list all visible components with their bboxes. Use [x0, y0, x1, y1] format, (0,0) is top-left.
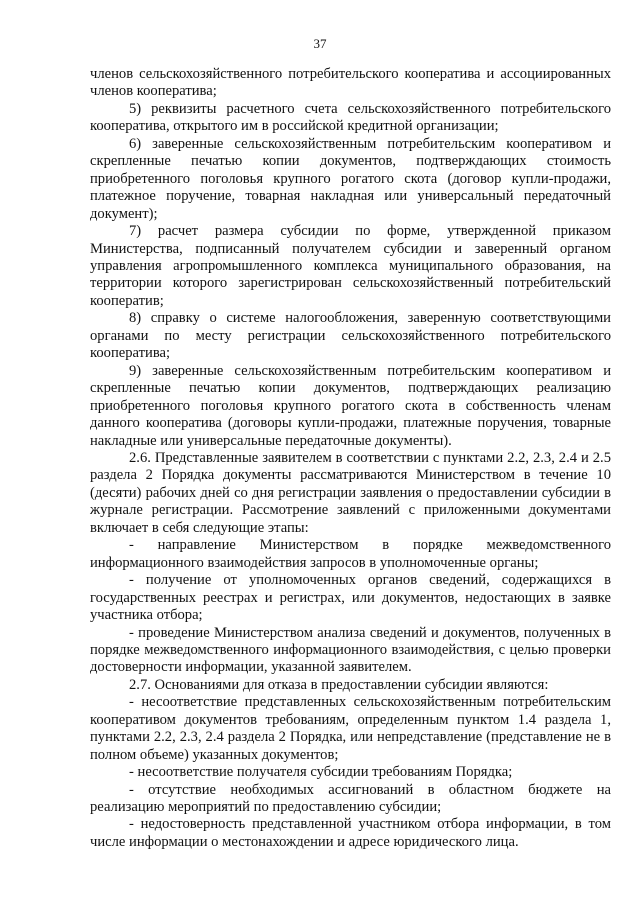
- paragraph-item-9: 9) заверенные сельскохозяйственным потребительским кооперативом и скрепленные печатью копии документов, подтверждающих реализацию приобретенного поголовья крупного рогатого скота в собственность членам данного кооператива (договоры купли-продажи, платежные поручения, товарные накладные или универсальные передаточные документы).: [90, 362, 611, 449]
- paragraph-item-8: 8) справку о системе налогообложения, заверенную соответствующими органами по месту регистрации сельскохозяйственного потребительского кооператива;: [90, 310, 611, 362]
- paragraph-section-2-6: 2.6. Представленные заявителем в соответствии с пунктами 2.2, 2.3, 2.4 и 2.5 раздела 2 Порядка документы рассматриваются Министерством в течение 10 (десяти) рабочих дней со дня регистрации заявления о предоставлении субсидии в журнале регистрации. Рассмотрение заявлений с приложенными документами включает в себя следующие этапы:: [90, 449, 611, 536]
- paragraph-item-6: 6) заверенные сельскохозяйственным потребительским кооперативом и скрепленные печатью копии документов, подтверждающих стоимость приобретенного поголовья крупного рогатого скота (договор купли-продажи, платежное поручение, товарная накладная или универсальный передаточный документ);: [90, 135, 611, 222]
- paragraph-members: членов сельскохозяйственного потребительского кооператива и ассоциированных членов кооператива;: [90, 66, 611, 100]
- paragraph-stage-3: - проведение Министерством анализа сведений и документов, полученных в порядке межведомственного информационного взаимодействия, с целью проверки достоверности информации, указанной заявителем.: [90, 624, 611, 676]
- document-body: [90, 66, 611, 851]
- paragraph-item-7: 7) расчет размера субсидии по форме, утвержденной приказом Министерства, подписанный получателем субсидии и заверенный органом управления агропромышленного комплекса муниципального образования, на территории которого зарегистрирован сельскохозяйственный потребительский кооператив;: [90, 223, 611, 309]
- paragraph-item-5: 5) реквизиты расчетного счета сельскохозяйственного потребительского кооператива, открытого им в российской кредитной организации;: [90, 100, 611, 135]
- paragraph-refusal-3: - отсутствие необходимых ассигнований в областном бюджете на реализацию мероприятий по предоставлению субсидии;: [90, 781, 611, 816]
- paragraph-stage-2: - получение от уполномоченных органов сведений, содержащихся в государственных реестрах и регистрах, или документов, недостающих в заявке участника отбора;: [90, 572, 611, 624]
- paragraph-section-2-7: 2.7. Основаниями для отказа в предоставлении субсидии являются:: [129, 676, 549, 693]
- page-number: 37: [313, 36, 327, 51]
- paragraph-refusal-1: - несоответствие представленных сельскохозяйственным потребительским кооперативом документов требованиям, определенным пунктом 1.4 раздела 1, пунктами 2.2, 2.3, 2.4 раздела 2 Порядка, или непредставление (представление не в полном объеме) указанных документов;: [90, 694, 611, 763]
- paragraph-refusal-2: - несоответствие получателя субсидии требованиям Порядка;: [129, 764, 513, 781]
- paragraph-stage-1: - направление Министерством в порядке межведомственного информационного взаимодействия запросов в уполномоченные органы;: [90, 537, 611, 571]
- paragraph-refusal-4: - недостоверность представленной участником отбора информации, в том числе информации о местонахождении и адресе юридического лица.: [90, 816, 611, 850]
